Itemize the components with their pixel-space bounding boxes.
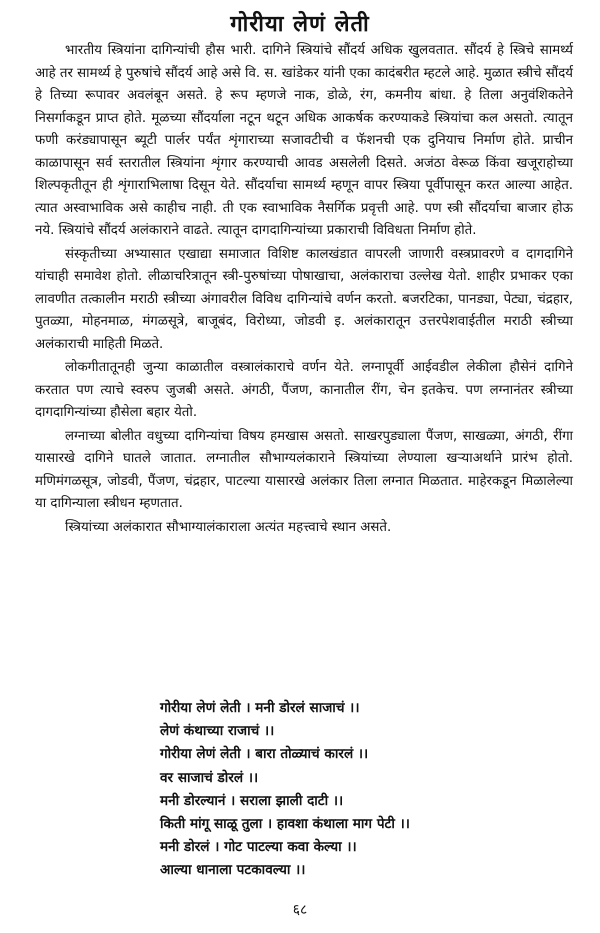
paragraph: संस्कृतीच्या अभ्यासात एखाद्या समाजात विशिष्ट कालखंडात वापरली जाणारी वस्त्रप्रावरणे व दागदागिने यांचाही समावेश होतो. लीळाचरित्रातून स्त्री-पुरुषांच्या पोषाखाचा, अलंकाराचा उल्लेख येतो. शाहीर प्रभाकर एका लावणीत तत्कालीन मराठी स्त्रीच्या अंगावरील विविध दागिन्यांचे वर्णन करतो. बजरटिका, पानड्या, पेट्या, चंद्रहार, पुतळ्या, मोहनमाळ, मंगळसूत्रे, बाजूबंद, विरोध्या, जोडवी इ. अलंकारातून उत्तरपेशवाईतील मराठी स्त्रीच्या अलंकाराची माहिती मिळते.	[35, 246, 573, 352]
verse-line: लेणं कंथाच्या राजाचं ।।	[160, 723, 275, 740]
paragraph: भारतीय स्त्रियांना दागिन्यांची हौस भारी. दागिने स्त्रियांचे सौंदर्य अधिक खुलवतात. सौंदर्य हे स्त्रिचे सामर्थ्य आहे तर सामर्थ्य हे पुरुषांचे सौंदर्य आहे असे वि. स. खांडेकर यांनी एका कादंबरीत म्हटले आहे. मुळात स्त्रीचे सौंदर्य हे तिच्या रूपावर अवलंबून असते. हे रूप म्हणजे नाक, डोळे, रंग, कमनीय बांधा. हे तिला अनुवंशिकतेने निसर्गाकडून प्राप्त होते. मूळच्या सौंदर्याला नटून थटून अधिक आकर्षक करण्याकडे स्त्रियांचा कल असतो. त्यातून फणी करंड्यापासून ब्यूटी पार्लर पर्यंत शृंगाराच्या सजावटीची व फॅशनची एक दुनियाच निर्माण होते. प्राचीन काळापासून सर्व स्तरातील स्त्रियांना शृंगार करण्याची आवड असलेली दिसते. अजंठा वेरूळ किंवा खजूराहोच्या शिल्पकृतीतून ही शृंगाराभिलाषा दिसून येते. सौंदर्याचा सामर्थ्य म्हणून वापर स्त्रिया पूर्वीपासून करत आल्या आहेत. त्यात अस्वाभाविक असे काहीच नाही. ती एक स्वाभाविक नैसर्गिक प्रवृत्ती आहे. पण स्त्री सौंदर्याचा बाजार होऊ नये. स्त्रियांचे सौंदर्य अलंकाराने वाढते. त्यातून दागदागिन्यांच्या प्रकाराची विविधता निर्माण होते.	[35, 43, 573, 238]
paragraph: लोकगीतातूनही जुन्या काळातील वस्त्रालंकाराचे वर्णन येते. लग्नापूर्वी आईवडील लेकीला हौसेनं दागिने करतात पण त्याचे स्वरुप जुजबी असते. अंगठी, पैंजण, कानातील रींग, चेन इतकेच. पण लग्नानंतर स्त्रीच्या दागदागिन्यांच्या हौसेला बहार येतो.	[35, 360, 573, 420]
verse-line: गोरीया लेणं लेती । मनी डोरलं साजाचं ।।	[160, 700, 360, 716]
paragraph: लग्नाच्या बोलीत वधुच्या दागिन्यांचा विषय हमखास असतो. साखरपुड्याला पैंजण, साखळ्या, अंगठी, रींगा यासारखे दागिने घातले जातात. लग्नातील सौभाग्यलंकाराने स्त्रियांच्या लेण्याला खऱ्याअर्थाने प्रारंभ होतो. मणिमंगळसूत्र, जोडवी, पैंजण, चंद्रहार, पाटल्या यासारखे अलंकार तिला लग्नात मिळतात. माहेरकडून मिळालेल्या या दागिन्याला स्त्रीधन म्हणतात.	[35, 428, 573, 511]
verse-line: वर साजाचं डोरलं ।।	[160, 769, 259, 786]
verse-line: किती मांगू साळू तुला । हावशा कंथाला माग पेटी ।।	[160, 816, 410, 833]
verse-line: आल्या धानाला पटकावल्या ।।	[160, 862, 306, 879]
page-number: ६८	[292, 902, 308, 918]
body-text	[35, 40, 573, 539]
verse-line: मनी डोरल्यानं । सराला झाली दाटी ।।	[160, 792, 344, 809]
page-title: गोरीया लेणं लेती	[230, 12, 370, 37]
verse-line: गोरीया लेणं लेती । बारा तोळ्याचं कारलं ।।	[160, 746, 369, 763]
folk-song-verse	[160, 697, 580, 883]
verse-line: मनी डोरलं । गोट पाटल्या कवा केल्या ।।	[160, 839, 357, 856]
paragraph: स्त्रियांच्या अलंकारात सौभाग्यालंकाराला अत्यंत महत्त्वाचे स्थान असते.	[65, 519, 392, 535]
